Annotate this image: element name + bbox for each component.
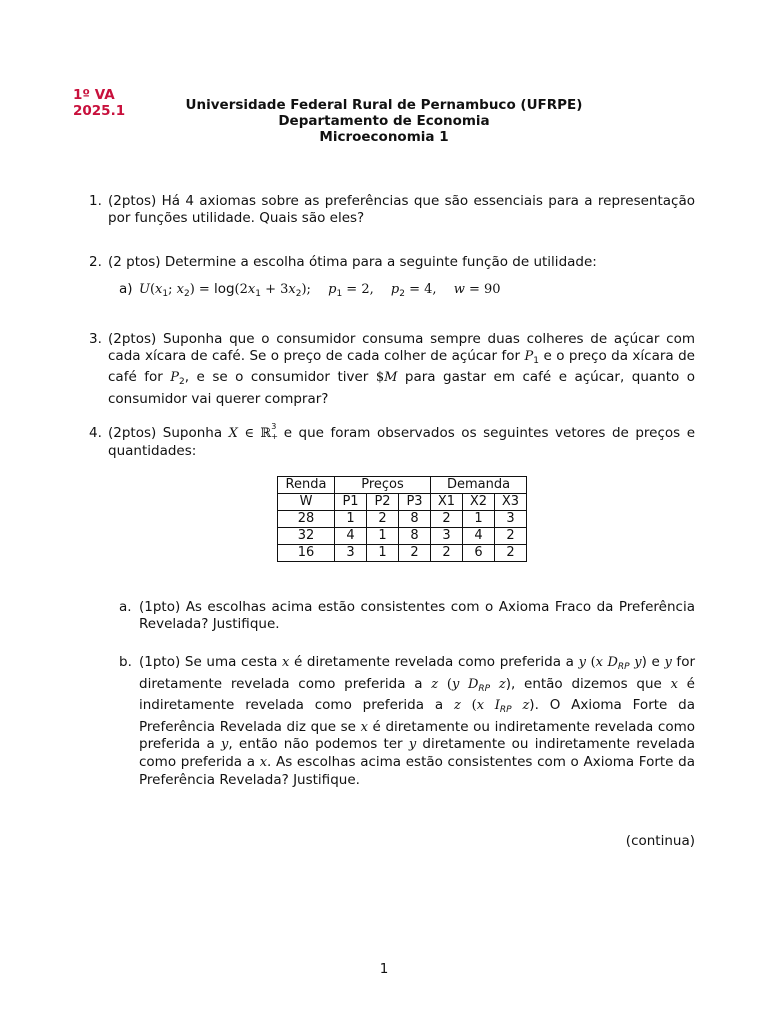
table-cell: 3 xyxy=(495,511,527,528)
question-text: (2ptos) Suponha X ∈ ℝ 3 + e que foram observados os seguintes vetores de preços e quantidades: xyxy=(108,422,696,459)
course-name: Microeconomia 1 xyxy=(319,129,449,145)
table-cell: Renda xyxy=(278,477,335,494)
table-cell: 4 xyxy=(335,528,367,545)
item-text: (1pto) Se uma cesta x é diretamente revelada como preferida a y (x $D_{RP}$ y) e y for diretamente revelada como preferida a z (y $D_{RP}$ z), então dizemos que x é indiretamente revelada como preferida a z (x $I_{RP}$ z). O Axioma Forte da Preferência Revelada diz que se x é diretamente ou indiretamente revelada como preferida a y, então não podemos ter y diretamente ou indiretamente revelada como preferida a x. As escolhas acima estão consistentes com o Axioma Forte da Preferência Revelada? Justifique. xyxy=(139,654,696,788)
table-cell: X3 xyxy=(495,494,527,511)
table-cell: 2 xyxy=(495,528,527,545)
table-row xyxy=(278,545,527,562)
semester-label: 2025.1 xyxy=(73,103,126,119)
university-name: Universidade Federal Rural de Pernambuco (UFRPE) xyxy=(185,97,583,113)
page-number: 1 xyxy=(379,961,389,977)
question-text: (2 ptos) Determine a escolha ótima para a seguinte função de utilidade: xyxy=(108,254,597,270)
table-column-header xyxy=(278,494,527,511)
table-cell: 1 xyxy=(367,528,399,545)
question-1 xyxy=(89,193,695,226)
table-group-header xyxy=(278,477,527,494)
table-row xyxy=(278,511,527,528)
question-number: 4. xyxy=(89,425,102,441)
item-label: a. xyxy=(119,599,132,615)
table-cell: 16 xyxy=(278,545,335,562)
question-2-item-a xyxy=(119,281,695,303)
table-cell: Demanda xyxy=(431,477,527,494)
question-number: 3. xyxy=(89,331,102,347)
table-cell: 32 xyxy=(278,528,335,545)
question-4-item-b xyxy=(119,654,695,788)
item-label: a) xyxy=(119,281,133,297)
table-cell: P3 xyxy=(399,494,431,511)
table-cell: X1 xyxy=(431,494,463,511)
table-cell: 4 xyxy=(463,528,495,545)
table-cell: X2 xyxy=(463,494,495,511)
table-cell: Preços xyxy=(335,477,431,494)
item-label: b. xyxy=(119,654,132,670)
table-cell: 2 xyxy=(431,511,463,528)
table-cell: W xyxy=(278,494,335,511)
table-cell: 2 xyxy=(495,545,527,562)
price-demand-table xyxy=(277,476,527,562)
question-4-item-a xyxy=(119,599,695,632)
question-3 xyxy=(89,331,695,407)
table-row xyxy=(278,528,527,545)
table-cell: P2 xyxy=(367,494,399,511)
table-cell: 2 xyxy=(367,511,399,528)
table-cell: 6 xyxy=(463,545,495,562)
document-header xyxy=(0,97,768,145)
table-cell: 3 xyxy=(335,545,367,562)
question-text: (2ptos) Há 4 axiomas sobre as preferências que são essenciais para a representação por funções utilidade. Quais são eles? xyxy=(108,193,695,226)
question-2 xyxy=(89,254,695,271)
table-cell: 8 xyxy=(399,511,431,528)
table-cell: 2 xyxy=(431,545,463,562)
continued-note: (continua) xyxy=(625,833,695,849)
table-cell: 1 xyxy=(463,511,495,528)
question-text: (2ptos) Suponha que o consumidor consuma sempre duas colheres de açúcar com cada xícara de café. Se o preço de cada colher de açúcar for $P_1$ e o preço da xícara de café for $P_2$, e se o consumidor tiver $M para gastar em café e açúcar, quanto o consumidor vai querer comprar? xyxy=(108,331,695,407)
question-number: 1. xyxy=(89,193,102,209)
table-cell: 8 xyxy=(399,528,431,545)
department-name: Departamento de Economia xyxy=(278,113,490,129)
table-cell: 3 xyxy=(431,528,463,545)
table-cell: 1 xyxy=(335,511,367,528)
question-4 xyxy=(89,422,696,459)
table-cell: 2 xyxy=(399,545,431,562)
table-cell: 1 xyxy=(367,545,399,562)
exam-label: 1º VA xyxy=(73,87,115,103)
table-cell: P1 xyxy=(335,494,367,511)
utility-formula: $U(x_1$; $x_2) = \log(2x_1 + 3x_2)$; $p_1 = 2$, $p_2 = 4$, w = 90 xyxy=(139,281,501,299)
item-text: (1pto) As escolhas acima estão consistentes com o Axioma Fraco da Preferência Revelada? Justifique. xyxy=(139,599,695,632)
question-number: 2. xyxy=(89,254,102,270)
table-cell: 28 xyxy=(278,511,335,528)
